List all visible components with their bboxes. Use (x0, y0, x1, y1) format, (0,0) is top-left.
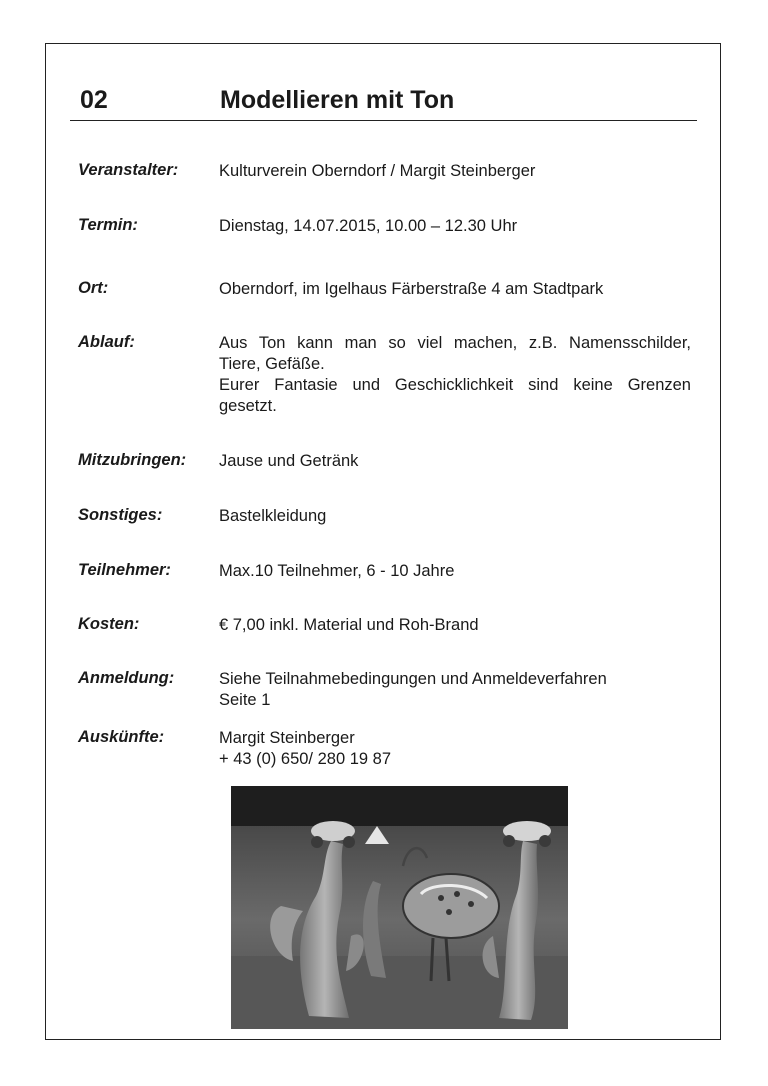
value-line: Dienstag, 14.07.2015, 10.00 – 12.30 Uhr (219, 217, 518, 235)
value-line: Jause und Getränk (219, 452, 359, 470)
photo-illustration (231, 786, 568, 1029)
section-header (70, 86, 697, 121)
value-line: gesetzt. (219, 397, 277, 415)
row-label: Ablauf: (78, 333, 135, 351)
row-label: Ort: (78, 279, 109, 297)
row-value (219, 161, 691, 182)
row-value (219, 561, 691, 582)
row-value (219, 216, 691, 237)
value-line: € 7,00 inkl. Material und Roh-Brand (219, 616, 479, 634)
row-label: Kosten: (78, 615, 140, 633)
page-title: Modellieren mit Ton (220, 86, 455, 114)
row-value (219, 615, 691, 636)
value-line: Oberndorf, im Igelhaus Färberstraße 4 am Stadtpark (219, 280, 604, 298)
value-line: Eurer Fantasie und Geschicklichkeit sind keine Grenzen (219, 376, 691, 394)
value-line: Kulturverein Oberndorf / Margit Steinberger (219, 162, 536, 180)
row-label: Termin: (78, 216, 138, 234)
value-line: Aus Ton kann man so viel machen, z.B. Namensschilder, (219, 334, 691, 352)
row-label: Sonstiges: (78, 506, 163, 524)
row-value (219, 451, 691, 472)
row-label: Teilnehmer: (78, 561, 171, 579)
value-line: Bastelkleidung (219, 507, 327, 525)
value-line: + 43 (0) 650/ 280 19 87 (219, 750, 392, 768)
row-label: Veranstalter: (78, 161, 179, 179)
value-line: Seite 1 (219, 691, 271, 709)
row-value (219, 728, 691, 770)
value-line: Siehe Teilnahmebedingungen und Anmeldeverfahren (219, 670, 607, 688)
value-line: Margit Steinberger (219, 729, 355, 747)
row-label: Auskünfte: (78, 728, 165, 746)
row-value (219, 506, 691, 527)
row-value (219, 669, 691, 711)
row-value (219, 333, 691, 417)
value-line: Tiere, Gefäße. (219, 355, 325, 373)
row-label: Mitzubringen: (78, 451, 187, 469)
row-value (219, 279, 691, 300)
row-label: Anmeldung: (78, 669, 175, 687)
value-line: Max.10 Teilnehmer, 6 - 10 Jahre (219, 562, 455, 580)
section-number: 02 (80, 86, 108, 114)
clay-figures-photo (231, 786, 568, 1029)
